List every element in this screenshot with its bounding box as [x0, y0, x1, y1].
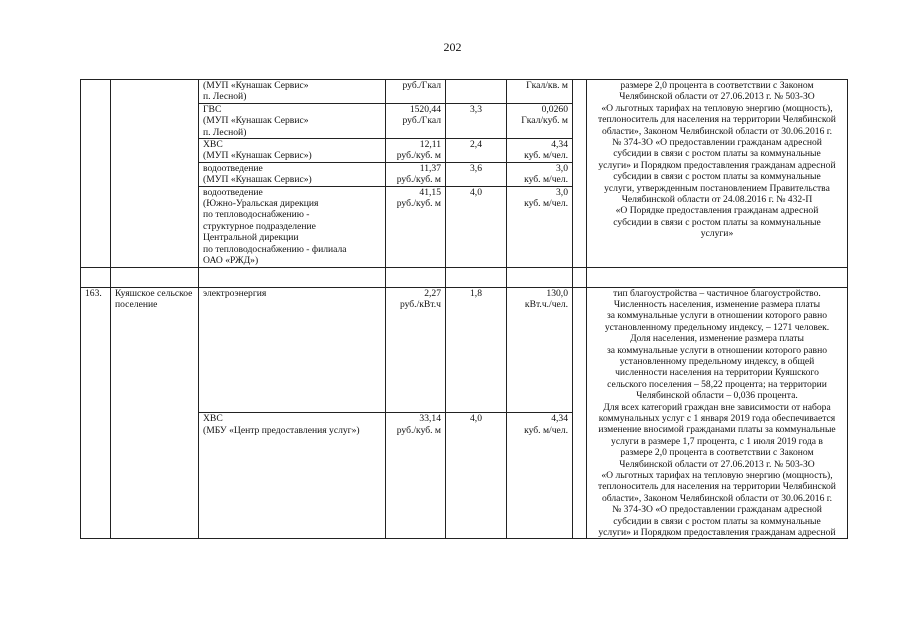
percent-cell: 4,0 [446, 186, 507, 267]
service-provider-cell [199, 186, 386, 267]
volume-text: куб. м/чел. [524, 150, 568, 162]
service-provider-text: п. Лесной) [203, 91, 247, 103]
volume-text: куб. м/чел. [524, 174, 568, 186]
service-provider-text: (МБУ «Центр предоставления услуг») [203, 424, 360, 436]
service-provider-cell [199, 139, 386, 163]
service-provider-text: по тепловодоснабжению - [203, 209, 310, 221]
note-text: услуги» и Порядком предоставления гражданам адресной [598, 527, 836, 539]
service-provider-cell [199, 103, 386, 138]
note-text: сельского поселения – 58,22 процента; на территории [607, 378, 827, 390]
note-text: размере 2,0 процента в соответствии с Законом [620, 80, 814, 91]
note-text: теплоноситель для населения на территории Челябинской [598, 114, 836, 126]
service-provider-text: (МУП «Кунашак Сервис») [203, 150, 312, 162]
volume-cell [507, 139, 573, 163]
note-text: субсидии в связи с ростом платы за коммунальные [613, 171, 821, 183]
volume-text: Гкал/куб. м [521, 115, 568, 127]
volume-text: 4,34 [551, 413, 568, 425]
note-text: субсидии в связи с ростом платы за коммунальные [613, 148, 821, 160]
row-number-cell: 163. [81, 287, 111, 539]
service-provider-text: Центральной дирекции [203, 232, 299, 244]
volume-cell [507, 413, 573, 539]
tariff-text: руб./Гкал [402, 115, 441, 127]
volume-cell [507, 287, 573, 413]
tariff-text: 1520,44 [409, 103, 441, 115]
service-provider-text: электроэнергия [203, 287, 267, 299]
note-text: услуги, утвержденным постановлением Правительства [604, 182, 830, 194]
tariff-text: 33,14 [419, 413, 441, 425]
service-provider-text: по тепловодоснабжению - филиала [203, 243, 347, 255]
tariff-text: руб./куб. м [396, 174, 441, 186]
note-cell [587, 80, 848, 268]
tariff-cell [386, 80, 446, 104]
separator-row [81, 267, 848, 287]
note-text: области», Законом Челябинской области от 30.06.2016 г. [601, 125, 833, 137]
page-number: 202 [443, 40, 462, 54]
note-text: Численность населения, изменение размера платы [613, 298, 821, 310]
volume-text: кВт.ч./чел. [524, 298, 568, 310]
settlement-name: Куяшское сельское [115, 287, 193, 299]
note-text: услуги» [700, 228, 734, 240]
tariff-cell [386, 103, 446, 138]
service-provider-text: водоотведение [203, 162, 263, 174]
note-text: Челябинской области от 24.08.2016 г. № 432-П [621, 194, 813, 206]
tariff-cell [386, 139, 446, 163]
percent-cell: 3,6 [446, 162, 507, 186]
note-text: услуги» и Порядком предоставления гражданам адресной [598, 159, 836, 171]
volume-text: Гкал/кв. м [526, 80, 568, 91]
blank-cell [573, 287, 587, 539]
settlement-name: поселение [115, 298, 158, 310]
settlement-cell [111, 287, 199, 539]
note-text: Челябинской области от 27.06.2013 г. № 503-ЗО [619, 91, 815, 103]
table-row [81, 287, 848, 413]
percent-cell: 2,4 [446, 139, 507, 163]
tariff-cell [386, 162, 446, 186]
volume-text: 3,0 [556, 186, 568, 198]
service-provider-text: (Южно-Уральская дирекция [203, 198, 319, 210]
service-provider-cell [199, 80, 386, 104]
note-text: установленному предельному индексу, в общей [619, 355, 815, 367]
service-provider-text: п. Лесной) [203, 126, 247, 138]
row-number-cell [81, 80, 111, 268]
note-text: Челябинской области от 27.06.2013 г. № 503-ЗО [619, 458, 815, 470]
settlement-cell [111, 80, 199, 268]
percent-cell: 1,8 [446, 287, 507, 413]
note-text: услуги в размере 1,7 процента, с 1 июля 2019 года в [611, 435, 823, 447]
note-text: «О льготных тарифах на тепловую энергию (мощность), [601, 470, 833, 481]
service-provider-cell [199, 162, 386, 186]
service-provider-text: ХВС [203, 413, 223, 425]
tariff-text: 2,27 [424, 287, 441, 299]
service-provider-text: ГВС [203, 103, 222, 115]
tariff-text: руб./куб. м [396, 424, 441, 436]
service-provider-cell [199, 287, 386, 413]
tariff-text: руб./куб. м [396, 150, 441, 162]
note-text: установленному предельному индексу, – 1271 человек. [604, 321, 830, 333]
note-text: численности населения на территории Куяшского [615, 367, 819, 379]
percent-cell: 4,0 [446, 413, 507, 539]
tariff-text: 12,11 [419, 139, 441, 151]
tariff-text: 11,37 [419, 162, 441, 174]
service-provider-text: структурное подразделение [203, 220, 316, 232]
volume-text: 4,34 [551, 139, 568, 151]
service-provider-text: водоотведение [203, 186, 263, 198]
note-text: «О Порядке предоставления гражданам адресной [615, 205, 819, 217]
note-text: «О льготных тарифах на тепловую энергию (мощность), [601, 102, 833, 114]
percent-cell: 3,3 [446, 103, 507, 138]
volume-text: 130,0 [546, 287, 568, 299]
service-provider-text: (МУП «Кунашак Сервис» [203, 80, 309, 91]
note-text: № 374-ЗО «О предоставлении гражданам адресной [612, 504, 822, 516]
service-provider-cell [199, 413, 386, 539]
note-text: теплоноситель для населения на территории Челябинской [598, 481, 836, 493]
volume-cell [507, 80, 573, 104]
note-text: субсидии в связи с ростом платы за коммунальные [613, 515, 821, 527]
note-text: Челябинской области – 0,036 процента. [636, 390, 798, 402]
tariff-text: руб./куб. м [396, 198, 441, 210]
note-text: за коммунальные услуги в отношении которого равно [606, 344, 828, 356]
note-text: Доля населения, изменение размера платы [630, 333, 804, 345]
note-text: субсидии в связи с ростом платы за коммунальные [613, 216, 821, 228]
tariff-cell [386, 413, 446, 539]
tariff-cell [386, 186, 446, 267]
table-row [81, 80, 848, 104]
volume-cell [507, 103, 573, 138]
service-provider-text: ХВС [203, 139, 223, 151]
note-cell [587, 287, 848, 539]
volume-text: куб. м/чел. [524, 198, 568, 210]
tariff-text: руб./кВт.ч [399, 298, 441, 310]
volume-text: 0,0260 [541, 103, 568, 115]
note-text: Для всех категорий граждан вне зависимости от набора [603, 401, 831, 413]
volume-text: куб. м/чел. [524, 424, 568, 436]
volume-cell [507, 162, 573, 186]
tariff-table [80, 79, 848, 539]
service-provider-text: (МУП «Кунашак Сервис» [203, 115, 309, 127]
tariff-text: руб./Гкал [402, 80, 441, 91]
volume-text: 3,0 [556, 162, 568, 174]
percent-cell [446, 80, 507, 104]
service-provider-text: ОАО «РЖД») [203, 255, 259, 267]
service-provider-text: (МУП «Кунашак Сервис») [203, 174, 312, 186]
note-text: размере 2,0 процента в соответствии с Законом [620, 447, 814, 459]
blank-cell [573, 80, 587, 268]
block-1 [81, 80, 848, 268]
note-text: области», Законом Челябинской области от 30.06.2016 г. [601, 492, 833, 504]
tariff-cell [386, 287, 446, 413]
volume-cell [507, 186, 573, 267]
note-text: № 374-ЗО «О предоставлении гражданам адресной [612, 137, 822, 149]
note-text: за коммунальные услуги в отношении которого равно [606, 310, 828, 322]
block-2 [81, 287, 848, 539]
note-text: тип благоустройства – частичное благоустройство. [613, 287, 821, 299]
note-text: коммунальных услуг с 1 января 2019 года обеспечивается [598, 412, 836, 424]
tariff-text: 41,15 [419, 186, 441, 198]
note-text: изменение вносимой гражданами платы за коммунальные [598, 424, 836, 436]
